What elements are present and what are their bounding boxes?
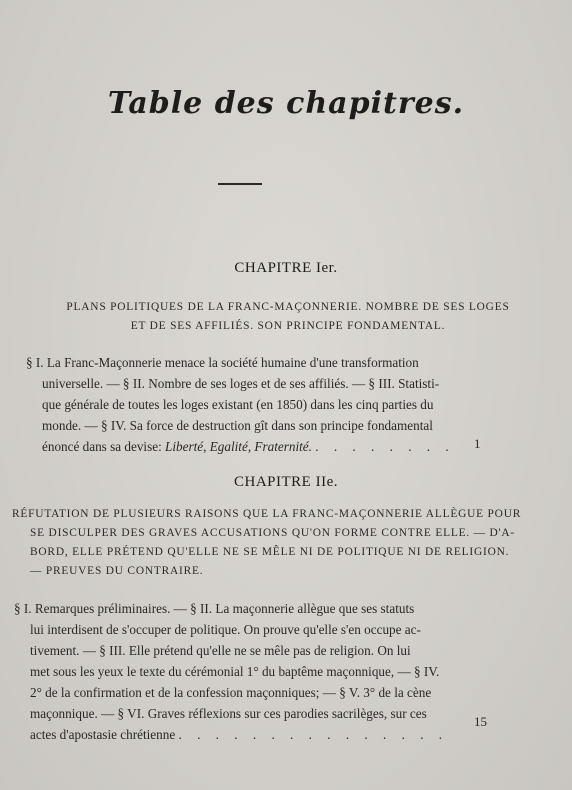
chapter-2-entry [14, 598, 448, 745]
chapter-2-summary-line: SE DISCULPER DES GRAVES ACCUSATIONS QU'ON FORME CONTRE ELLE. — D'A- [30, 527, 515, 539]
chapter-2-heading-text: CHAPITRE IIe. [234, 474, 338, 490]
entry-line: met sous les yeux le texte du cérémonial 1° du baptême maçonnique, — § IV. [30, 664, 440, 679]
leader-dots: . . . . . . . . . . . . . . . [178, 727, 449, 742]
chapter-2-summary [12, 505, 552, 581]
chapter-2-summary-line: — PREUVES DU CONTRAIRE. [30, 565, 204, 577]
chapter-1-summary-line: ET DE SES AFFILIÉS. SON PRINCIPE FONDAMENTAL. [130, 320, 446, 332]
entry-line: que générale de toutes les loges existant (en 1850) dans les cinq parties du [42, 397, 434, 412]
entry-line: lui interdisent de s'occuper de politique. On prouve qu'elle s'en occupe ac- [30, 622, 421, 637]
chapter-2-summary-line: BORD, ELLE PRÉTEND QU'ELLE NE SE MÊLE NI DE POLITIQUE NI DE RELIGION. [30, 546, 510, 558]
entry-line-last [14, 724, 448, 745]
chapter-2-summary-line: RÉFUTATION DE PLUSIEURS RAISONS QUE LA FRANC-MAÇONNERIE ALLÈGUE POUR [12, 508, 522, 520]
chapter-1-page-number: 1 [474, 436, 481, 451]
chapter-1-entry [26, 352, 455, 457]
entry-text: énoncé dans sa devise: [42, 439, 166, 454]
devise: Liberté, Egalité, Fraternité. [165, 439, 312, 454]
chapter-1-summary [28, 298, 548, 336]
entry-line: § I. Remarques préliminaires. — § II. La maçonnerie allègue que ses statuts [14, 601, 415, 616]
entry-line: maçonnique. — § VI. Graves réflexions sur ces parodies sacrilèges, sur ces [30, 706, 427, 721]
entry-line-last [26, 436, 455, 457]
title-rule [218, 183, 262, 185]
entry-line: tivement. — § III. Elle prétend qu'elle ne se mêle pas de religion. On lui [30, 643, 411, 658]
entry-line: universelle. — § II. Nombre de ses loges et de ses affiliés. — § III. Statisti- [42, 376, 440, 391]
entry-line: § I. La Franc-Maçonnerie menace la société humaine d'une transformation [26, 355, 419, 370]
chapter-2-heading [0, 474, 572, 491]
page-title: Table des chapitres. [107, 86, 465, 121]
chapter-1-summary-line: PLANS POLITIQUES DE LA FRANC-MAÇONNERIE. NOMBRE DE SES LOGES [66, 301, 510, 313]
entry-line: monde. — § IV. Sa force de destruction gît dans son principe fondamental [42, 418, 433, 433]
entry-text: actes d'apostasie chrétienne [30, 727, 176, 742]
leader-dots: . . . . . . . . [315, 439, 455, 454]
chapter-1-heading-text: CHAPITRE Ier. [234, 260, 338, 276]
entry-line: 2° de la confirmation et de la confession maçonniques; — § V. 3° de la cène [30, 685, 432, 700]
chapter-1-heading [0, 260, 572, 277]
chapter-2-page-number: 15 [474, 714, 487, 729]
